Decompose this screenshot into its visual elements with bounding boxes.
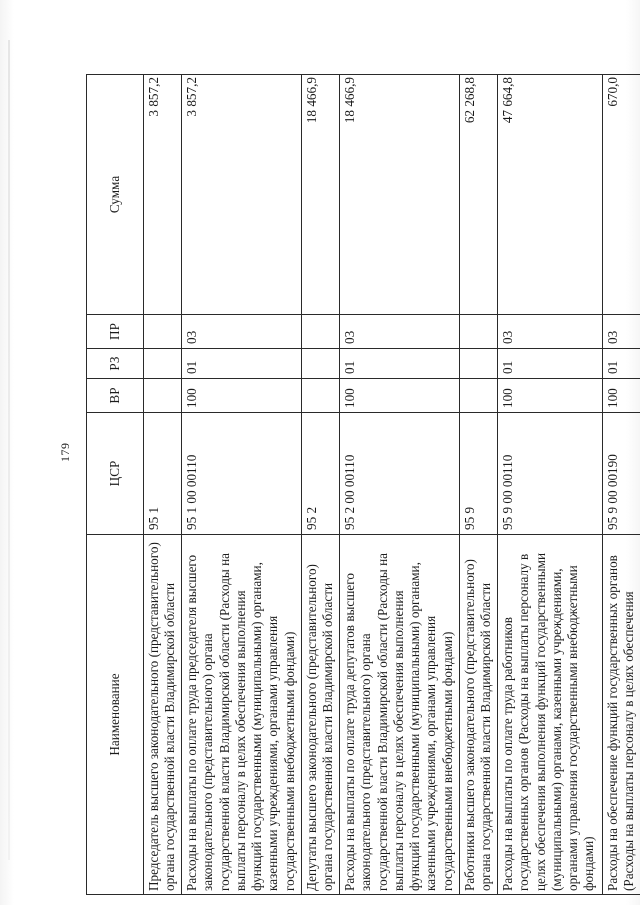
row-pr: 03 — [498, 315, 603, 349]
row-rz: 01 — [182, 349, 302, 379]
table-row — [498, 75, 603, 895]
row-sum: 18 466,9 — [340, 75, 460, 315]
scan-edge-mark — [8, 40, 10, 860]
table-row — [302, 75, 340, 895]
row-vr — [144, 379, 182, 413]
table-row — [144, 75, 182, 895]
row-rz — [460, 349, 498, 379]
row-name: Расходы на обеспечение функций государственных органов (Расходы на выплаты персоналу в целях обеспечения — [603, 535, 640, 895]
row-csr: 95 9 00 00190 — [603, 413, 640, 535]
row-rz — [302, 349, 340, 379]
row-vr — [302, 379, 340, 413]
row-csr: 95 1 00 00110 — [182, 413, 302, 535]
row-name: Депутаты высшего законодательного (представительного) органа государственной власти Владимирской области — [302, 535, 340, 895]
budget-table — [86, 74, 640, 895]
row-vr: 100 — [498, 379, 603, 413]
header-pr: ПР — [87, 315, 144, 349]
row-csr: 95 1 — [144, 413, 182, 535]
table-row — [340, 75, 460, 895]
row-vr: 100 — [603, 379, 640, 413]
row-pr — [302, 315, 340, 349]
row-rz: 01 — [603, 349, 640, 379]
header-name: Наименование — [87, 535, 144, 895]
row-csr: 95 9 — [460, 413, 498, 535]
table-row — [460, 75, 498, 895]
row-vr: 100 — [182, 379, 302, 413]
row-rz — [144, 349, 182, 379]
header-sum: Сумма — [87, 75, 144, 315]
budget-table-container — [86, 75, 637, 895]
table-row — [603, 75, 640, 895]
row-csr: 95 2 — [302, 413, 340, 535]
row-sum: 18 466,9 — [302, 75, 340, 315]
row-name: Расходы на выплаты по оплате труда депутатов высшего законодательного (представительного) органа государственной власти Владимирской области (Расходы на выплаты персоналу в целях обеспечения выполнения функций государственными (муниципальными) органами, казенными учреждениями, органами управления государственными внебюджетными фондами) — [340, 535, 460, 895]
row-vr: 100 — [340, 379, 460, 413]
row-pr — [460, 315, 498, 349]
row-rz: 01 — [498, 349, 603, 379]
row-vr — [460, 379, 498, 413]
table-header-row — [87, 75, 144, 895]
row-sum: 670,0 — [603, 75, 640, 315]
row-name: Председатель высшего законодательного (представительного) органа государственной власти Владимирской области — [144, 535, 182, 895]
header-vr: ВР — [87, 379, 144, 413]
row-pr: 03 — [182, 315, 302, 349]
row-csr: 95 2 00 00110 — [340, 413, 460, 535]
row-name: Расходы на выплаты по оплате труда председателя высшего законодательного (представительного) органа государственной власти Владимирской области (Расходы на выплаты персоналу в целях обеспечения выполнения функций государственными (муниципальными) органами, казенными учреждениями, органами управления государственными внебюджетными фондами) — [182, 535, 302, 895]
row-sum: 3 857,2 — [144, 75, 182, 315]
header-rz: РЗ — [87, 349, 144, 379]
row-name: Работники высшего законодательного (представительного) органа государственной власти Владимирской области — [460, 535, 498, 895]
row-pr: 03 — [603, 315, 640, 349]
table-row — [182, 75, 302, 895]
row-rz: 01 — [340, 349, 460, 379]
row-sum: 47 664,8 — [498, 75, 603, 315]
row-name: Расходы на выплаты по оплате труда работников государственных органов (Расходы на выплаты персоналу в целях обеспечения выполнения функций государственными (муниципальными) органами, казенными учреждениями, органами управления государственными внебюджетными фондами) — [498, 535, 603, 895]
row-sum: 62 268,8 — [460, 75, 498, 315]
row-pr — [144, 315, 182, 349]
row-sum: 3 857,2 — [182, 75, 302, 315]
row-csr: 95 9 00 00110 — [498, 413, 603, 535]
row-pr: 03 — [340, 315, 460, 349]
page-number: 179 — [58, 442, 72, 462]
header-csr: ЦСР — [87, 413, 144, 535]
